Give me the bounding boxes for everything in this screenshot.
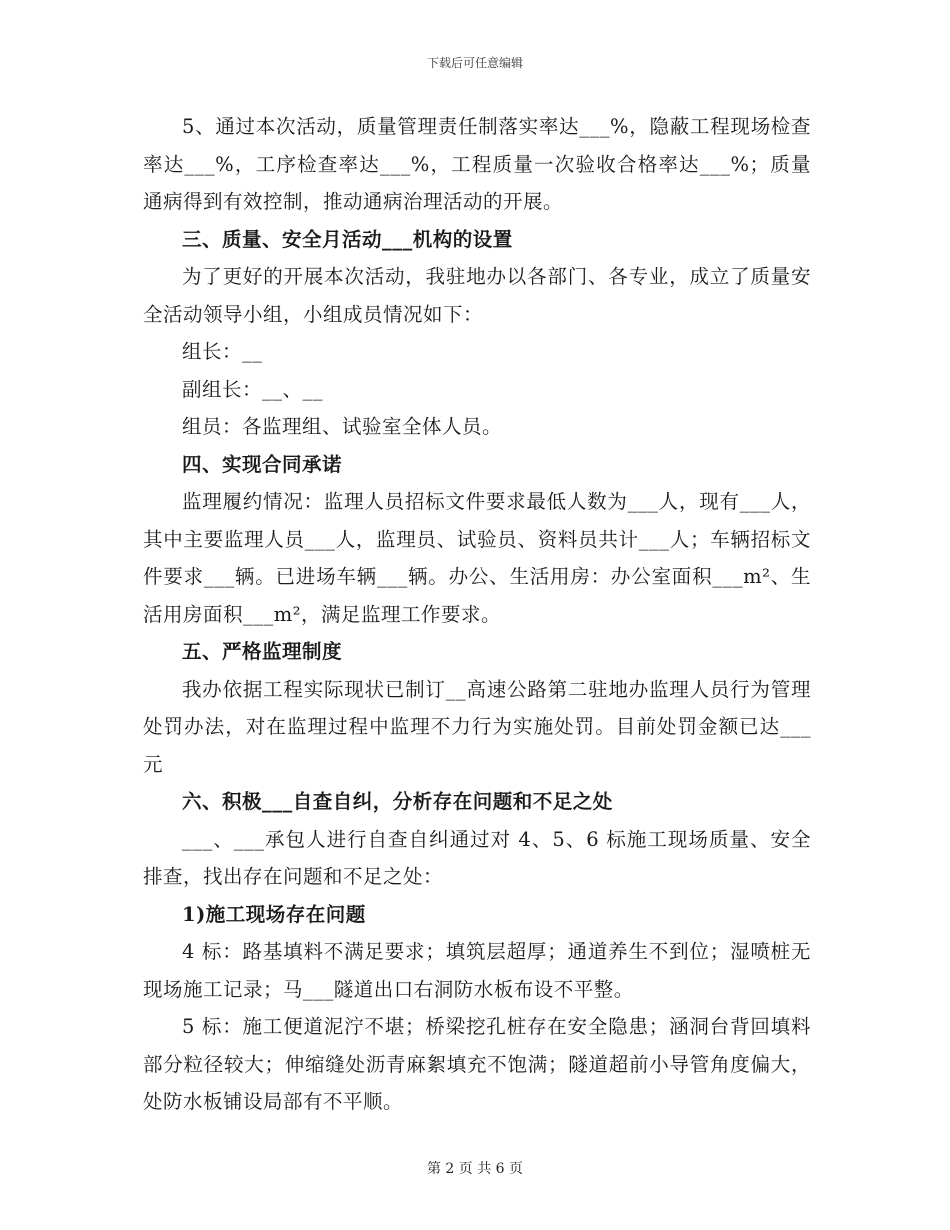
paragraph-section-4: 4 标：路基填料不满足要求；填筑层超厚；通道养生不到位；湿喷桩无现场施工记录；马___隧道出口右洞防水板布设不平整。 <box>143 940 811 1001</box>
document-body <box>143 108 811 1121</box>
paragraph-quality-targets: 5、通过本次活动，质量管理责任制落实率达___%，隐蔽工程现场检查率达___%，工序检查率达___%，工程质量一次验收合格率达___%；质量通病得到有效控制，推动通病治理活动的开展。 <box>143 115 811 213</box>
paragraph-penalty-rules: 我办依据工程实际现状已制订__高速公路第二驻地办监理人员行为管理处罚办法，对在监理过程中监理不力行为实施处罚。目前处罚金额已达___元 <box>143 677 811 776</box>
paragraph-inspection-scope: ___、___承包人进行自查自纠通过对 4、5、6 标施工现场质量、安全排查，找出存在问题和不足之处： <box>143 827 811 888</box>
paragraph-contract-performance: 监理履约情况：监理人员招标文件要求最低人数为___人，现有___人，其中主要监理人员___人，监理员、试验员、资料员共计___人；车辆招标文件要求___辆。已进场车辆___辆。办公、生活用房：办公室面积___m²、生活用房面积___m²，满足监理工作要求。 <box>143 490 811 626</box>
paragraph-members: 组员：各监理组、试验室全体人员。 <box>182 415 503 438</box>
paragraph-deputy-leader: 副组长：__、__ <box>182 377 324 401</box>
page-header: 下载后可任意编辑 <box>426 56 523 70</box>
paragraph-leadership-group: 为了更好的开展本次活动，我驻地办以各部门、各专业，成立了质量安全活动领导小组，小组成员情况如下： <box>143 265 811 326</box>
heading-organization: 三、质量、安全月活动___机构的设置 <box>182 227 513 251</box>
heading-self-inspection: 六、积极___自查自纠，分析存在问题和不足之处 <box>182 790 613 813</box>
heading-supervision-system: 五、严格监理制度 <box>182 640 343 663</box>
page-footer: 第 2 页 共 6 页 <box>426 1161 524 1177</box>
heading-site-problems: 1)施工现场存在问题 <box>182 902 366 926</box>
heading-contract-commitment: 四、实现合同承诺 <box>182 452 343 476</box>
paragraph-section-5: 5 标：施工便道泥泞不堪；桥梁挖孔桩存在安全隐患；涵洞台背回填料部分粒径较大；伸缩缝处沥青麻絮填充不饱满；隧道超前小导管角度偏大，处防水板铺设局部有不平顺。 <box>143 1015 811 1113</box>
paragraph-group-leader: 组长：__ <box>182 340 263 363</box>
